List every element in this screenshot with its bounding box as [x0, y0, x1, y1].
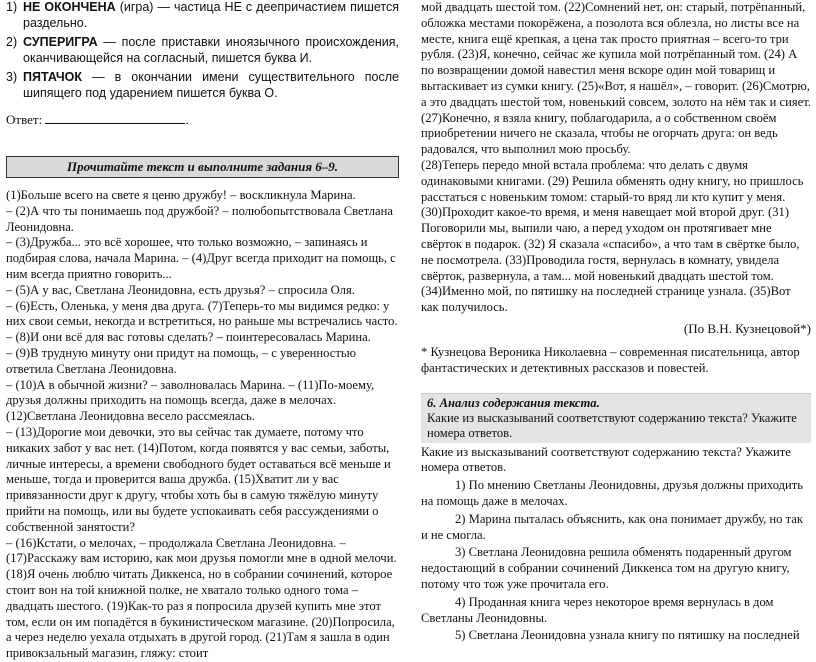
reading-text-right	[421, 0, 811, 316]
question-title: 6. Анализ содержания текста.	[427, 395, 600, 410]
answer-option: 1) По мнению Светланы Леонидовны, друзья должны приходить на помощь даже в мелочах.	[421, 478, 804, 508]
rule-item	[6, 35, 399, 66]
text-paragraph: – (2)А что ты понимаешь под дружбой? – полюбопытствовала Светлана Леонидовна.	[6, 203, 393, 234]
text-paragraph: – (5)А у вас, Светлана Леонидовна, есть друзья? – спросила Оля.	[6, 282, 355, 297]
rule-text: — после приставки иноязычного происхождения, оканчивающейся на согласный, пишется буква И.	[23, 35, 399, 65]
answer-field	[6, 111, 399, 128]
task-title-box	[6, 156, 399, 178]
text-paragraph: (1)Больше всего на свете я ценю дружбу! – воскликнула Марина.	[6, 188, 356, 202]
text-paragraph: – (3)Дружба... это всё хорошее, что только возможно, – запинаясь и подбирая слова, начала Марина. – (4)Друг всегда приходит на помощь, с ним всегда приятно говорить...	[6, 235, 396, 281]
author-footnote: * Кузнецова Вероника Николаевна – современная писательница, автор фантастических и детективных рассказов и повестей.	[421, 344, 800, 375]
rule-item	[6, 70, 399, 101]
answer-end: .	[185, 112, 189, 127]
spelling-rules-list	[6, 0, 399, 101]
source-attribution: (По В.Н. Кузнецовой*)	[683, 320, 811, 336]
reading-text-left	[6, 188, 399, 662]
text-paragraph: (28)Теперь передо мной встала проблема: что делать с двумя одинаковыми книгами. (29) Решила обменять одну книгу, но пришлось расстаться с новеньким томом: старый-то вряд ли кто купит у меня. (30)Проходит какое-то время, и меня навещает мой второй друг. (31) Поговорили мы, выпили чаю, а перед уходом он протягивает мне свёрток в подарок. (32) Я сказала «спасибо», а что там в свёртке было, не посмотрела. (33)Проводила гостя, вернулась в комнату, увидела свёрток, развернула, а там... мой новенький двадцать шестой том. (34)Именно мой, по пятишку на последней странице узнала. (35)Вот как получилось.	[421, 157, 804, 315]
rule-number: 1)	[6, 0, 18, 14]
text-paragraph: – (9)В трудную минуту они придут на помощь, – с уверенностью ответила Светлана Леонидовна.	[6, 345, 356, 376]
question-prompt-repeat: Какие из высказываний соответствуют содержанию текста? Укажите номера ответов.	[421, 444, 791, 475]
question-prompt: Какие из высказываний соответствуют содержанию текста? Укажите номера ответов.	[427, 410, 797, 440]
answer-option: 4) Проданная книга через некоторое время вернулась в дом Светланы Леонидовны.	[421, 594, 774, 625]
rule-text: — в окончании имени существительного после шипящего под ударением пишется буква О.	[23, 70, 399, 100]
text-paragraph: – (16)Кстати, о мелочах, – продолжала Светлана Леонидовна. – (17)Расскажу вам историю, как мои друзья помогли мне в одной мелочи. (18)Я очень люблю читать Диккенса, но в собрании сочинений, которое стоит вон на той книжной полке, не хватало только одного тома – двадцать шестого. (19)Как-то раз я попросила друзей купить мне этот том, если он им попадётся в букинистическом магазине. (20)Попросила, а через неделю уехала отдыхать в другой город. (21)Там я зашла в один привокзальный магазин, гляжу: стоит	[6, 535, 397, 661]
answer-blank-line[interactable]	[45, 111, 185, 124]
rule-text: (игра) — частица НЕ с деепричастием пишется раздельно.	[23, 0, 399, 30]
text-paragraph: – (10)А в обычной жизни? – заволновалась Марина. – (11)По-моему, друзья должны приходить на помощь всегда, даже в мелочах.	[6, 377, 375, 408]
question-header-box	[421, 393, 811, 443]
text-paragraph: – (6)Есть, Оленька, у меня два друга. (7)Теперь-то мы видимся редко: у них свои семьи, некогда и встретиться, но раньше мы встречались часто.	[6, 298, 398, 329]
text-paragraph: – (13)Дорогие мои девочки, это вы сейчас так думаете, потому что никаких забот у вас нет. (14)Потом, когда появятся у вас семьи, заботы, личные интересы, а времени свободного будет оставаться всё меньше и меньше, тогда и проверится ваша дружба. (15)Хватит ли у вас привязанности друг к другу, чтобы хоть бы в самую тяжёлую минуту прийти на помощь, или вы будете успокаивать себя рассуждениями о собственной занятости?	[6, 424, 391, 534]
answer-option: 3) Светлана Леонидовна решила обменять подаренный другом недостающий в собрании сочинений Диккенса том на другую книгу, потому что тож уже прочитала его.	[421, 545, 792, 591]
answer-option: 5) Светлана Леонидовна узнала книгу по пятишку на последней	[455, 628, 800, 643]
rule-number: 2)	[6, 35, 18, 49]
rule-word: ПЯТАЧОК	[23, 70, 83, 84]
text-paragraph: – (8)И они всё для вас готовы сделать? – поинтересовалась Марина.	[6, 330, 371, 345]
rule-item	[6, 0, 399, 31]
text-paragraph: мой двадцать шестой том. (22)Сомнений нет, он: старый, потрёпанный, обложка местами покорёжена, а позолота вся облезла, но листы все на месте, книга ещё крепкая, а цена так просто приятная – всего-то три рубля. (23)Я, конечно, сейчас же купила мой потрёпанный том. (24) А по возвращении домой навестил меня вскоре один мой товарищ и вытаскивает из сумки книгу. (25)«Вот, я нашёл», – говорит. (26)Смотрю, а это двадцать шестой том, новенький совсем, золото на нём так и сияет. (27)Конечно, я взяла книгу, поблагодарила, а о собственном своём приобретении ничего не сказала, чтобы не огорчать друга: он ведь радовался, что выполнил мою просьбу.	[421, 0, 811, 157]
left-column	[6, 0, 399, 662]
rule-word: СУПЕРИГРА	[23, 35, 98, 49]
text-paragraph: (12)Светлана Леонидовна весело рассмеялась.	[6, 409, 255, 424]
right-column	[421, 0, 811, 644]
rule-number: 3)	[6, 70, 18, 84]
answer-label: Ответ:	[6, 112, 46, 127]
answer-option: 2) Марина пыталась объяснить, как она понимает дружбу, но так и не смогла.	[421, 511, 803, 542]
rule-word: НЕ ОКОНЧЕНА	[23, 0, 116, 14]
task-title: Прочитайте текст и выполните задания 6–9.	[66, 159, 339, 174]
